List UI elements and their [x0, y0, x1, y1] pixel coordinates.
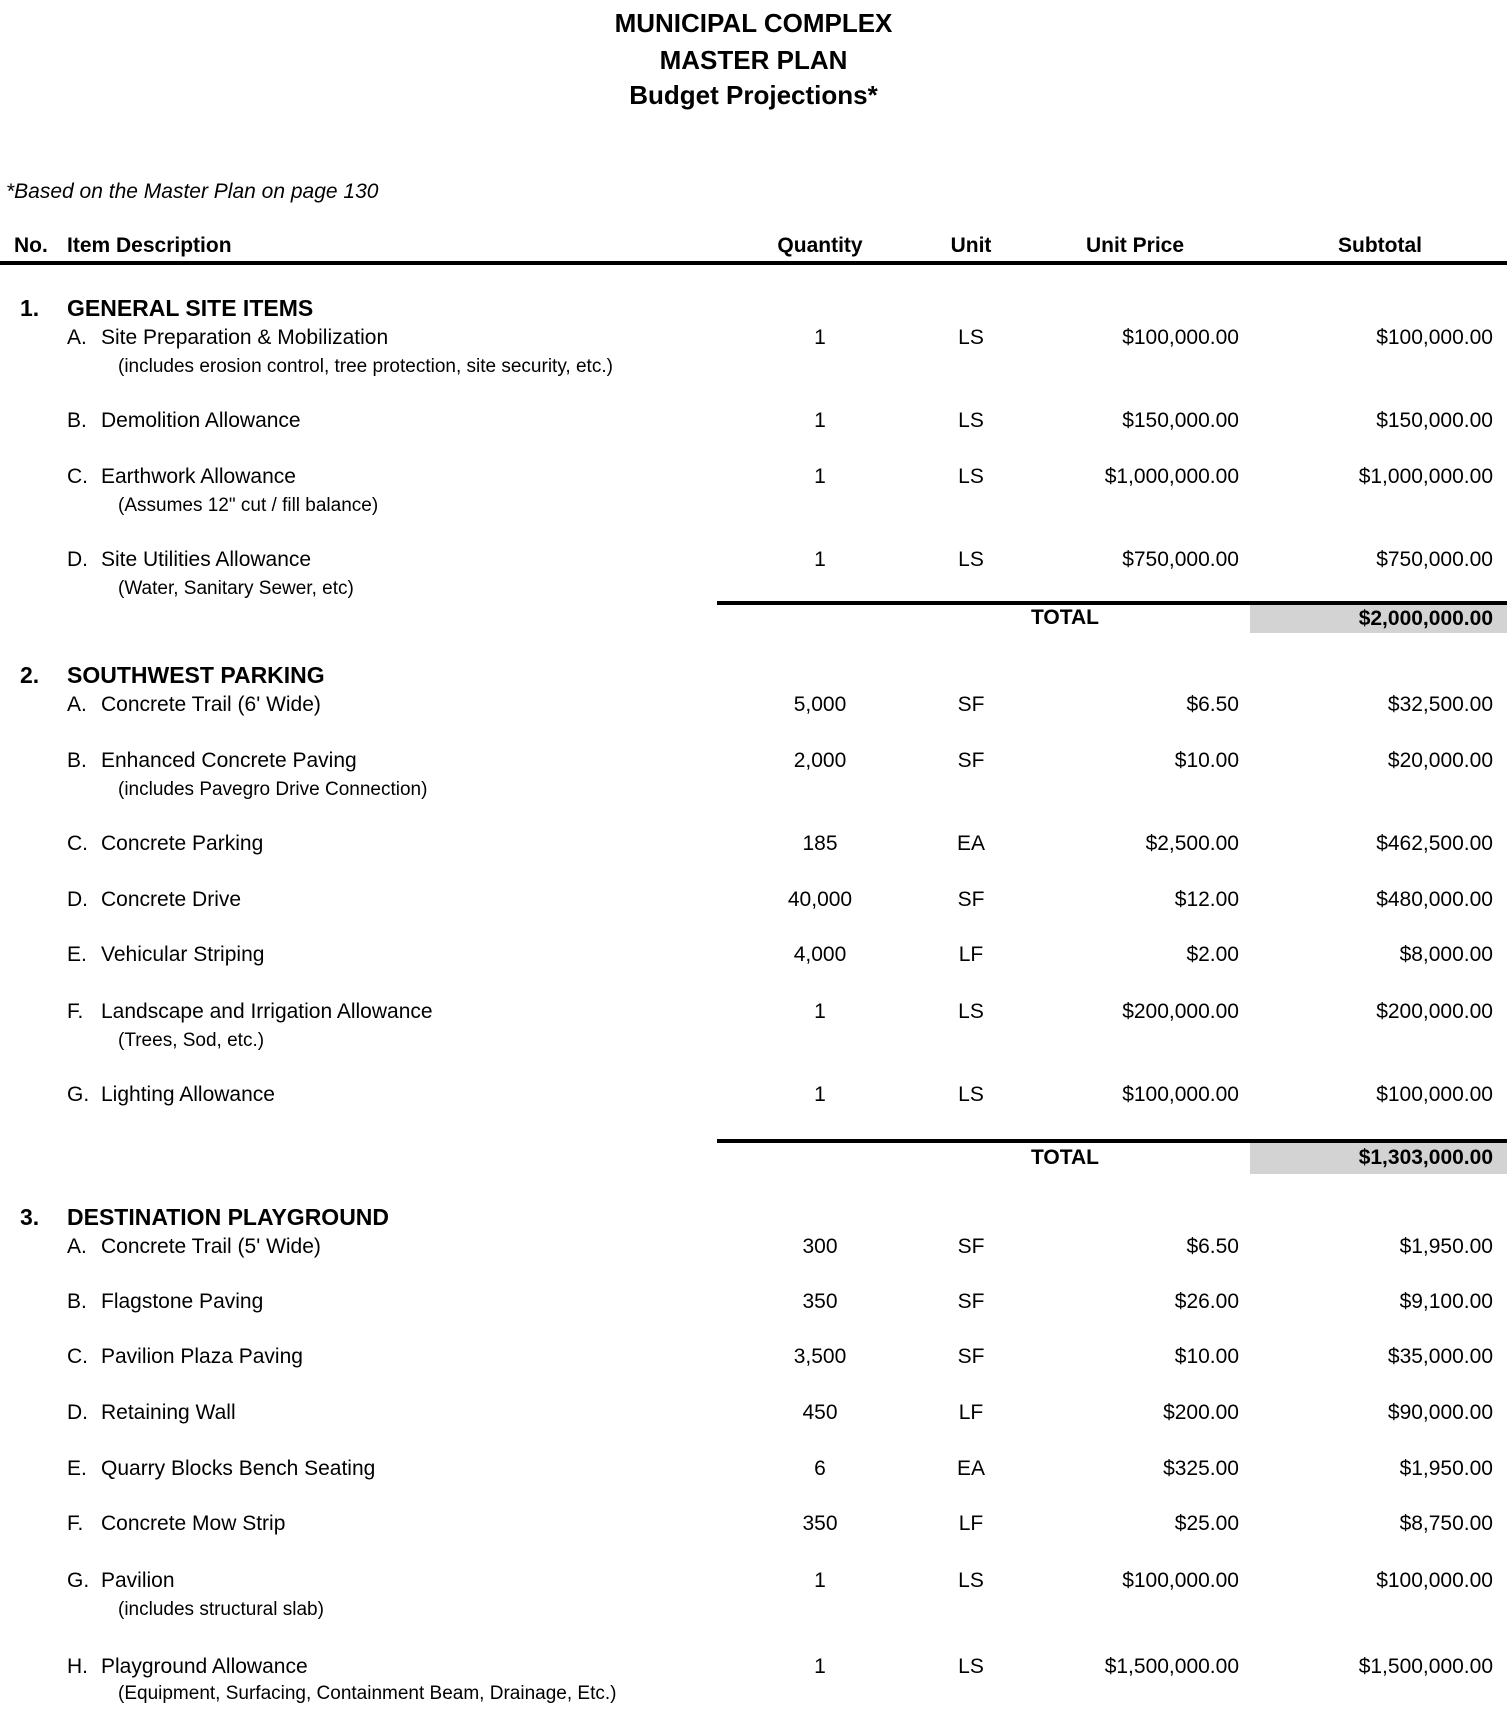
item-description: Lighting Allowance [101, 1083, 275, 1106]
item-quantity: 350 [802, 1512, 838, 1535]
item-description: Landscape and Irrigation Allowance [101, 1000, 433, 1023]
item-letter: F. [67, 1000, 84, 1023]
column-header-unit: Unit [950, 234, 992, 257]
column-header-subtotal: Subtotal [1338, 234, 1422, 257]
item-unit-price: $750,000.00 [1122, 548, 1239, 571]
item-unit: EA [956, 832, 985, 855]
section-total: $1,303,000.00 [1358, 1146, 1493, 1169]
item-unit-price: $2,500.00 [1145, 832, 1239, 855]
item-subtotal: $750,000.00 [1376, 548, 1493, 571]
item-unit-price: $6.50 [1186, 1235, 1239, 1258]
item-quantity: 1 [814, 409, 826, 432]
item-subtotal: $8,000.00 [1399, 943, 1493, 966]
item-letter: C. [67, 465, 88, 488]
item-quantity: 1 [814, 548, 826, 571]
item-unit: LS [958, 1000, 984, 1023]
item-unit-price: $10.00 [1174, 749, 1239, 772]
item-unit-price: $2.00 [1186, 943, 1239, 966]
table-row [0, 1569, 1507, 1639]
item-quantity: 4,000 [793, 943, 847, 966]
item-unit: LF [958, 1512, 984, 1535]
item-quantity: 1 [814, 1083, 826, 1106]
item-description: Concrete Trail (5' Wide) [101, 1235, 321, 1258]
item-unit-price: $26.00 [1174, 1290, 1239, 1313]
item-subtotal: $8,750.00 [1399, 1512, 1493, 1535]
item-letter: B. [67, 749, 87, 772]
item-unit: LS [958, 548, 984, 571]
item-letter: A. [67, 326, 87, 349]
item-unit-price: $100,000.00 [1122, 326, 1239, 349]
section-title: SOUTHWEST PARKING [67, 662, 325, 688]
item-quantity: 2,000 [793, 749, 847, 772]
item-unit-price: $1,500,000.00 [1104, 1655, 1239, 1678]
item-letter: G. [67, 1569, 90, 1592]
item-description: Concrete Trail (6' Wide) [101, 693, 321, 716]
item-quantity: 6 [814, 1457, 826, 1480]
section-title: DESTINATION PLAYGROUND [67, 1204, 390, 1230]
item-subtotal: $100,000.00 [1376, 1569, 1493, 1592]
item-letter: E. [67, 1457, 87, 1480]
item-letter: C. [67, 1345, 88, 1368]
item-subtotal: $480,000.00 [1376, 888, 1493, 911]
item-subtotal: $20,000.00 [1387, 749, 1493, 772]
item-unit-price: $325.00 [1163, 1457, 1239, 1480]
item-subtotal: $1,500,000.00 [1358, 1655, 1493, 1678]
item-quantity: 1 [814, 1569, 826, 1592]
table-row [0, 465, 1507, 535]
item-unit: LS [958, 1569, 984, 1592]
item-description: Pavilion [101, 1569, 175, 1592]
item-description: Vehicular Striping [101, 943, 265, 966]
item-unit: LS [958, 1083, 984, 1106]
item-quantity: 5,000 [793, 693, 847, 716]
item-quantity: 1 [814, 465, 826, 488]
item-quantity: 1 [814, 326, 826, 349]
total-cell [1250, 1143, 1507, 1174]
item-description: Concrete Parking [101, 832, 264, 855]
item-unit-price: $150,000.00 [1122, 409, 1239, 432]
item-quantity: 300 [802, 1235, 838, 1258]
item-unit-price: $100,000.00 [1122, 1569, 1239, 1592]
item-note: (includes structural slab) [118, 1599, 324, 1620]
item-quantity: 1 [814, 1655, 826, 1678]
document-title: MUNICIPAL COMPLEX [614, 8, 893, 38]
item-letter: D. [67, 888, 88, 911]
item-description: Retaining Wall [101, 1401, 236, 1424]
item-description: Demolition Allowance [101, 409, 301, 432]
item-note: (Water, Sanitary Sewer, etc) [118, 578, 354, 599]
item-subtotal: $100,000.00 [1376, 326, 1493, 349]
item-letter: D. [67, 1401, 88, 1424]
item-unit: LF [958, 943, 984, 966]
item-description: Enhanced Concrete Paving [101, 749, 357, 772]
item-unit-price: $6.50 [1186, 693, 1239, 716]
item-description: Site Preparation & Mobilization [101, 326, 389, 349]
header-rule [0, 261, 1507, 265]
document-subtitle: MASTER PLAN [659, 45, 848, 75]
item-unit: SF [957, 1345, 985, 1368]
item-unit: SF [957, 693, 985, 716]
section-total: $2,000,000.00 [1358, 607, 1493, 630]
item-subtotal: $462,500.00 [1376, 832, 1493, 855]
column-header-unit-price: Unit Price [1085, 234, 1185, 257]
item-unit: SF [957, 888, 985, 911]
item-letter: A. [67, 693, 87, 716]
item-letter: B. [67, 1290, 87, 1313]
item-subtotal: $1,950.00 [1399, 1457, 1493, 1480]
item-description: Quarry Blocks Bench Seating [101, 1457, 376, 1480]
item-quantity: 40,000 [787, 888, 853, 911]
item-letter: H. [67, 1655, 88, 1678]
item-subtotal: $150,000.00 [1376, 409, 1493, 432]
table-row [0, 749, 1507, 819]
item-subtotal: $200,000.00 [1376, 1000, 1493, 1023]
item-unit: LS [958, 409, 984, 432]
item-quantity: 185 [802, 832, 838, 855]
item-letter: F. [67, 1512, 84, 1535]
document-heading: Budget Projections* [629, 80, 878, 110]
item-unit-price: $10.00 [1174, 1345, 1239, 1368]
item-letter: C. [67, 832, 88, 855]
table-row [0, 1655, 1507, 1717]
item-subtotal: $1,000,000.00 [1358, 465, 1493, 488]
item-subtotal: $90,000.00 [1387, 1401, 1493, 1424]
item-quantity: 3,500 [793, 1345, 847, 1368]
item-quantity: 1 [814, 1000, 826, 1023]
table-row [0, 1000, 1507, 1070]
item-unit-price: $200.00 [1163, 1401, 1239, 1424]
item-subtotal: $9,100.00 [1399, 1290, 1493, 1313]
total-label: TOTAL [1030, 606, 1100, 629]
total-label: TOTAL [1030, 1146, 1100, 1169]
item-unit: EA [956, 1457, 985, 1480]
item-letter: G. [67, 1083, 90, 1106]
item-subtotal: $100,000.00 [1376, 1083, 1493, 1106]
item-unit-price: $200,000.00 [1122, 1000, 1239, 1023]
item-letter: B. [67, 409, 87, 432]
item-quantity: 450 [802, 1401, 838, 1424]
section-number: 1. [20, 295, 40, 321]
item-subtotal: $35,000.00 [1387, 1345, 1493, 1368]
item-unit-price: $12.00 [1174, 888, 1239, 911]
item-subtotal: $32,500.00 [1387, 693, 1493, 716]
item-description: Earthwork Allowance [101, 465, 296, 488]
item-note: (Assumes 12" cut / fill balance) [118, 495, 379, 516]
item-unit-price: $1,000,000.00 [1104, 465, 1239, 488]
item-description: Playground Allowance [101, 1655, 308, 1678]
total-cell [1250, 605, 1507, 633]
item-note: (Trees, Sod, etc.) [118, 1030, 265, 1051]
column-header-quantity: Quantity [777, 234, 863, 257]
item-unit: LS [958, 1655, 984, 1678]
section-title: GENERAL SITE ITEMS [67, 295, 314, 321]
item-note: (Equipment, Surfacing, Containment Beam, Drainage, Etc.) [118, 1683, 617, 1704]
item-note: (includes erosion control, tree protection, site security, etc.) [118, 356, 613, 377]
item-unit: LF [958, 1401, 984, 1424]
item-unit: SF [957, 749, 985, 772]
table-row [0, 326, 1507, 396]
footnote: *Based on the Master Plan on page 130 [6, 180, 379, 203]
item-description: Concrete Drive [101, 888, 242, 911]
item-unit: LS [958, 326, 984, 349]
item-subtotal: $1,950.00 [1399, 1235, 1493, 1258]
item-letter: A. [67, 1235, 87, 1258]
item-description: Pavilion Plaza Paving [101, 1345, 303, 1368]
section-number: 2. [20, 662, 40, 688]
item-note: (includes Pavegro Drive Connection) [118, 779, 428, 800]
item-description: Flagstone Paving [101, 1290, 264, 1313]
item-unit-price: $100,000.00 [1122, 1083, 1239, 1106]
item-letter: D. [67, 548, 88, 571]
item-description: Concrete Mow Strip [101, 1512, 286, 1535]
item-unit: SF [957, 1290, 985, 1313]
item-quantity: 350 [802, 1290, 838, 1313]
section-number: 3. [20, 1204, 40, 1230]
item-unit: SF [957, 1235, 985, 1258]
column-header-no: No. [14, 234, 48, 257]
item-letter: E. [67, 943, 87, 966]
item-unit: LS [958, 465, 984, 488]
item-description: Site Utilities Allowance [101, 548, 312, 571]
item-unit-price: $25.00 [1174, 1512, 1239, 1535]
column-header-item: Item Description [67, 234, 232, 257]
